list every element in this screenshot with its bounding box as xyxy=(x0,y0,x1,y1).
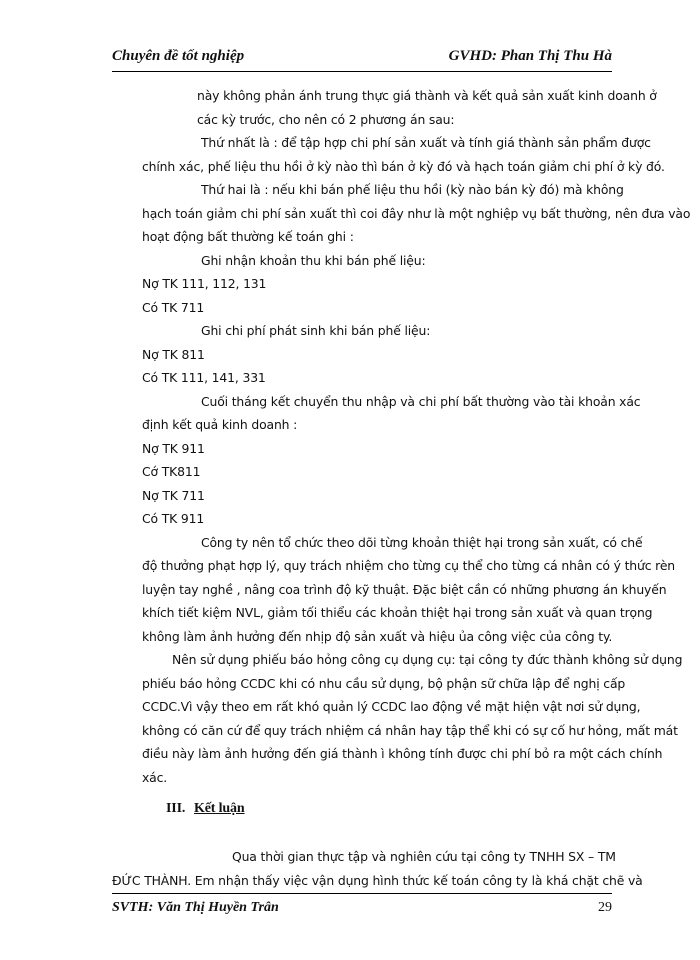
header-course-title: Chuyên đề tốt nghiệp xyxy=(112,48,245,64)
text-line: này không phản ánh trung thực giá thành và kết quả sản xuất kinh doanh ở xyxy=(197,88,657,103)
text-line: Nợ TK 811 xyxy=(142,346,205,362)
header-divider xyxy=(112,71,612,72)
text-line: các kỳ trước, cho nên có 2 phương án sau: xyxy=(197,111,455,127)
text-line: luyện tay nghề , nâng coa trình độ kỹ thuật. Đặc biệt cần có những phương án khuyến xyxy=(142,581,667,597)
footer-divider xyxy=(112,893,612,894)
text-line: khích tiết kiệm NVL, giảm tối thiểu các khoản thiệt hại trong sản xuất và quan trọng xyxy=(142,605,653,620)
text-line: không có căn cứ để quy trách nhiệm cá nhân hay tập thể khi có sự cố hư hỏng, mất mát xyxy=(142,722,678,738)
text-line: Ghi nhận khoản thu khi bán phế liệu: xyxy=(201,252,426,268)
text-line: hoạt động bất thường kế toán ghi : xyxy=(142,229,354,244)
text-line: điều này làm ảnh hưởng đến giá thành ì không tính được chi phí bỏ ra một cách chính xyxy=(142,746,663,761)
text-line: xác. xyxy=(142,769,168,785)
text-line: Qua thời gian thực tập và nghiên cứu tại công ty TNHH SX – TM xyxy=(232,849,616,864)
section-number: III. xyxy=(166,801,186,816)
text-line: định kết quả kinh doanh : xyxy=(142,417,298,432)
text-line: Nợ TK 711 xyxy=(142,487,205,503)
page-number: 29 xyxy=(598,900,612,915)
text-line: chính xác, phế liệu thu hồi ở kỳ nào thì bán ở kỳ đó và hạch toán giảm chi phí ở kỳ đó. xyxy=(142,158,665,174)
text-line: Cuối tháng kết chuyển thu nhập và chi phí bất thường vào tài khoản xác xyxy=(201,393,641,409)
footer-student-name: SVTH: Văn Thị Huyền Trân xyxy=(112,900,279,915)
page-header xyxy=(112,42,612,70)
page-footer xyxy=(112,900,612,922)
text-line: Ghi chi phí phát sinh khi bán phế liệu: xyxy=(201,323,431,338)
text-line: CCDC.Vì vậy theo em rất khó quản lý CCDC lao động về mặt hiện vật nơi sử dụng, xyxy=(142,699,641,714)
text-line: Nên sử dụng phiếu báo hỏng công cụ dụng cụ: tại công ty đức thành không sử dụng xyxy=(172,652,683,667)
text-line: Có TK 111, 141, 331 xyxy=(142,370,266,385)
text-line: không làm ảnh hưởng đến nhịp độ sản xuất và hiệu ủa công việc của công ty. xyxy=(142,628,613,644)
text-line: Có TK 911 xyxy=(142,511,205,526)
text-line: Thứ hai là : nếu khi bán phế liệu thu hồi (kỳ nào bán kỳ đó) mà không xyxy=(201,182,624,197)
text-line: Có TK 711 xyxy=(142,299,205,315)
text-line: ĐỨC THÀNH. Em nhận thấy việc vận dụng hình thức kế toán công ty là khá chặt chẽ và xyxy=(112,873,643,888)
text-line: Nợ TK 911 xyxy=(142,440,205,456)
text-line: hạch toán giảm chi phí sản xuất thì coi đây như là một nghiệp vụ bất thường, nên đưa vào xyxy=(142,205,691,221)
section-title: Kết luận xyxy=(194,801,245,816)
text-line: Công ty nên tổ chức theo dõi từng khoản thiệt hại trong sản xuất, có chế xyxy=(201,534,643,550)
text-line: phiếu báo hỏng CCDC khi có nhu cầu sử dụng, bộ phận sữ chữa lập để nghị cấp xyxy=(142,675,626,691)
header-supervisor: GVHD: Phan Thị Thu Hà xyxy=(448,48,612,64)
text-line: độ thưởng phạt hợp lý, quy trách nhiệm cho từng cụ thể cho từng cá nhân có ý thức rèn xyxy=(142,558,675,573)
section-heading xyxy=(166,801,245,817)
text-line: Cớ TK811 xyxy=(142,464,201,479)
text-line: Nợ TK 111, 112, 131 xyxy=(142,276,267,291)
text-line: Thứ nhất là : để tập hợp chi phí sản xuất và tính giá thành sản phẩm được xyxy=(201,135,651,150)
